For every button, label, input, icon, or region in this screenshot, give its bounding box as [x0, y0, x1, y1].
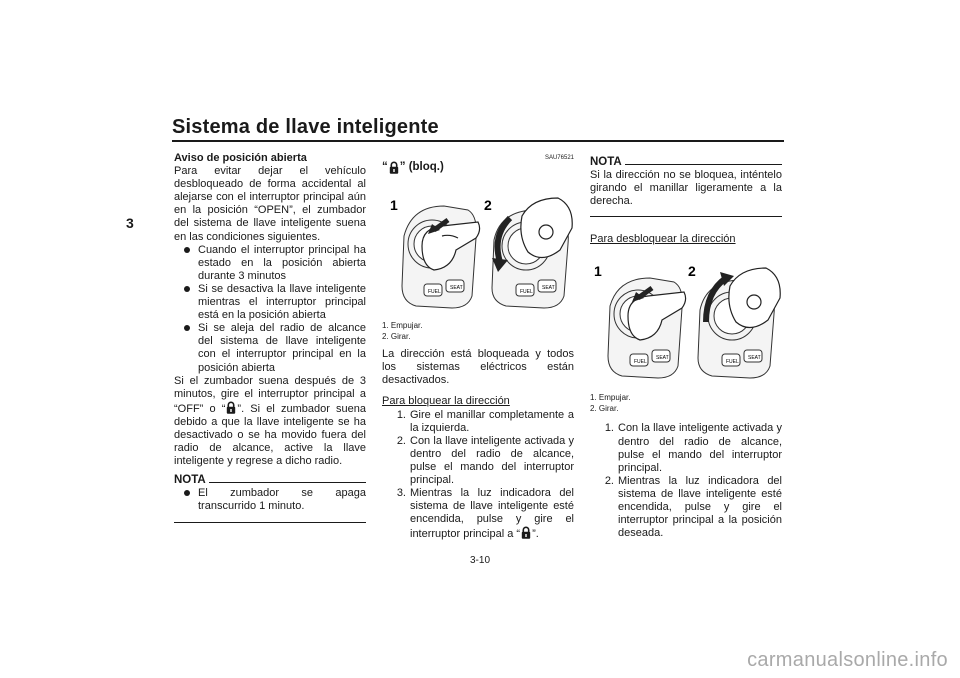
- step-item: [382, 409, 574, 435]
- caption-turn: 2. Girar.: [382, 332, 411, 342]
- section-title-text: ” (bloq.): [399, 161, 444, 174]
- unlock-illustration: [590, 248, 782, 390]
- lock-icon: [226, 401, 236, 414]
- section-title-open-quote: “: [382, 161, 388, 174]
- title-rule: [172, 140, 784, 142]
- step-item: [590, 475, 782, 540]
- step-number: 1.: [396, 408, 406, 421]
- lock-illustration: [382, 176, 574, 318]
- nota-rule: [625, 164, 782, 165]
- seat-label: SEAT: [542, 285, 555, 292]
- figure-label-2: 2: [688, 263, 696, 280]
- step-text-end: ”.: [532, 528, 539, 541]
- fuel-label: FUEL: [726, 359, 739, 366]
- fuel-label: FUEL: [634, 359, 647, 366]
- page-title: Sistema de llave inteligente: [172, 116, 439, 138]
- nota-header: [590, 156, 782, 169]
- figure-label-1: 1: [594, 263, 602, 280]
- column-2: [382, 152, 574, 542]
- condition-item: Cuando el interruptor principal ha estado en la posición abierta durante 3 minutos: [174, 244, 366, 283]
- seat-label: SEAT: [450, 285, 463, 292]
- fuel-label: FUEL: [428, 289, 441, 296]
- condition-item: Si se desactiva la llave inteligente mientras el interruptor principal está en la posición abierta: [174, 283, 366, 322]
- step-text-start: Mientras la luz indicadora del sistema de llave inteligente esté encendida, pulse y gire el interruptor principal a “: [410, 487, 574, 541]
- intro-paragraph: Para evitar dejar el vehículo desbloqueado de forma accidental al alejarse con el interruptor principal aún en la posición “OPEN”, el zumbador del sistema de llave inteligente suena en las condiciones siguientes.: [174, 165, 366, 243]
- step-number: 2.: [604, 474, 614, 487]
- step-text: Con la llave inteligente activada y dentro del radio de alcance, pulse el mando del interruptor principal.: [618, 422, 782, 474]
- procedure-title-lock: Para bloquear la dirección: [382, 395, 510, 408]
- step-item: [590, 422, 782, 474]
- caption-push: 1. Empujar.: [590, 393, 631, 403]
- seat-label: SEAT: [748, 355, 761, 362]
- lock-icon: [389, 161, 399, 174]
- fuel-label: FUEL: [520, 289, 533, 296]
- nota-rule: [209, 482, 366, 483]
- figure-captions: [590, 392, 782, 414]
- seat-label: SEAT: [656, 355, 669, 362]
- buzzer-text-end: ”. Si el zumbador suena debido a que la llave inteligente se ha desactivado o se ha movido fuera del radio de alcance, active la llave inteligente y regrese a dicho radio.: [174, 402, 366, 468]
- caption-turn: 2. Girar.: [590, 404, 619, 414]
- step-number: 3.: [396, 487, 406, 500]
- figure-label-2: 2: [484, 197, 492, 214]
- nota-end-rule: [174, 522, 366, 523]
- column-3: [590, 152, 782, 540]
- figure-unlock-illustration: [590, 248, 782, 390]
- subheading-open-warning: Aviso de posición abierta: [174, 152, 307, 164]
- figure-label-1: 1: [390, 197, 398, 214]
- lock-description: La dirección está bloqueada y todos los sistemas eléctricos están desactivados.: [382, 348, 574, 387]
- condition-item: Si se aleja del radio de alcance del sistema de llave inteligente con el interruptor principal en la posición abierta: [174, 322, 366, 374]
- condition-list: [174, 244, 366, 375]
- nota-item: El zumbador se apaga transcurrido 1 minuto.: [174, 487, 366, 513]
- nota-text: Si la dirección no se bloquea, inténtelo girando el manillar ligeramente a la derecha.: [590, 169, 782, 208]
- watermark: carmanualsonline.info: [747, 649, 948, 671]
- step-item: [382, 487, 574, 541]
- procedure-title-unlock: Para desbloquear la dirección: [590, 233, 736, 246]
- step-text: Mientras la luz indicadora del sistema de llave inteligente esté encendida, pulse y gire el interruptor principal a la posición deseada.: [618, 474, 782, 540]
- section-code: SAU76521: [544, 155, 574, 161]
- chapter-number: 3: [126, 215, 134, 231]
- step-text: Gire el manillar completamente a la izquierda.: [410, 408, 574, 434]
- figure-captions: [382, 320, 574, 342]
- buzzer-text-start: Si el zumbador suena después de 3 minutos, gire el interruptor principal a “OFF” o “: [174, 374, 366, 415]
- nota-list: [174, 487, 366, 513]
- column-1: [174, 152, 366, 523]
- nota-label: NOTA: [590, 156, 622, 168]
- page-number: 3-10: [469, 555, 490, 566]
- nota-label: NOTA: [174, 474, 206, 487]
- buzzer-paragraph: [174, 375, 366, 469]
- step-number: 1.: [604, 422, 614, 435]
- step-text: Con la llave inteligente activada y dentro del radio de alcance, pulse el mando del interruptor principal.: [410, 434, 574, 487]
- lock-icon: [521, 526, 531, 539]
- caption-push: 1. Empujar.: [382, 321, 423, 331]
- nota-header: [174, 474, 366, 487]
- lock-steps: [382, 409, 574, 542]
- step-item: [382, 435, 574, 487]
- step-text: [410, 487, 574, 541]
- unlock-steps: [590, 422, 782, 540]
- step-number: 2.: [396, 434, 406, 447]
- figure-lock-illustration: [382, 176, 574, 318]
- nota-end-rule: [590, 216, 782, 217]
